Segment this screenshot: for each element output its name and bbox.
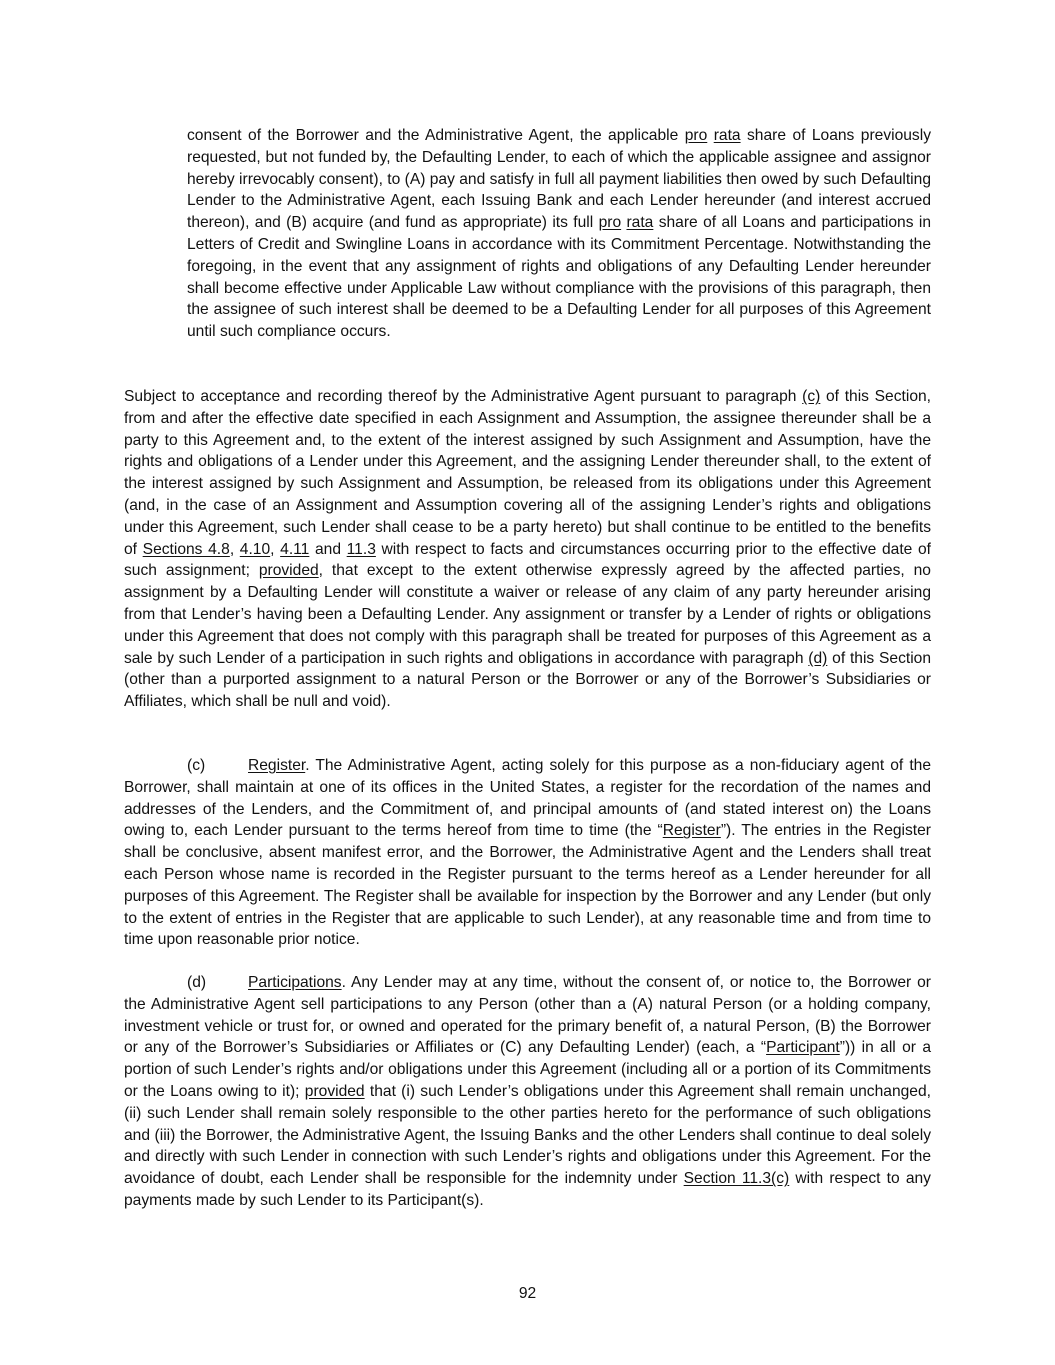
cross-reference: (c) [802, 388, 821, 405]
text-run: , that except to the extent otherwise expressly agreed by the affected parties, no assignment by a Defaulting Lender will constitute a waiver or release of any claim of any party hereunder arising from that Lender’s having been a Defaulting Lender. Any assignment or transfer by a Lender of rights or obligations under this Agreement that does not comply with this paragraph shall be treated for purposes of this Agreement as a sale by such Lender of a participation in such rights and obligations in accordance with paragraph [124, 562, 931, 667]
text-run: , [229, 540, 240, 558]
text-run: . Any Lender may at any time, without the consent of, or notice to, the Borrower or the Administrative Agent sell participations to any Person (other than a (A) natural Person (or a holding company, investment vehicle or trust for, or owned and operated for the primary benefit of, a natural Person, (B) the Borrower or any of the Borrower’s Subsidiaries or Affiliates or (C) any Defaulting Lender) (each, a “ [124, 974, 931, 1057]
underlined-term: rata [713, 127, 741, 144]
cross-reference: 4.11 [280, 540, 310, 558]
page-number: 92 [518, 1285, 537, 1302]
text-run: of this Section (other than a purported assignment to a natural Person or the Borrower or any of the Borrower’s Subsidiaries or Affiliates, which shall be null and void). [124, 649, 932, 711]
text-run: ”)) in all or a portion of such Lender’s rights and/or obligations under this Agreement (including all or a portion of its Commitments or the Loans owing to it); [124, 1039, 931, 1100]
underlined-term: pro [598, 214, 622, 232]
cross-reference: 4.10 [239, 540, 271, 558]
underlined-term: rata [626, 214, 654, 232]
paragraph-register [124, 755, 931, 951]
text-run: with respect to facts and circumstances occurring prior to the effective date of such assignment; [124, 540, 931, 580]
cross-reference: Section 11.3(c) [683, 1170, 790, 1188]
text-run: , [270, 540, 281, 558]
text-run: with respect to any payments made by such Lender to its Participant(s). [124, 1170, 931, 1209]
paragraph-subject-to-acceptance [124, 386, 931, 713]
paragraph-continued-consent [187, 125, 931, 343]
underlined-term: provided [304, 1082, 365, 1100]
cross-reference: Sections 4.8 [142, 540, 230, 558]
defined-term: Register [662, 822, 721, 840]
text-run: Subject to acceptance and recording thereof by the Administrative Agent pursuant to paragraph [124, 388, 803, 405]
defined-term: Participant [766, 1039, 840, 1057]
section-label: (c) [187, 757, 206, 774]
cross-reference: (d) [808, 649, 828, 667]
text-run: that (i) such Lender’s obligations under this Agreement shall remain unchanged, (ii) such Lender shall remain solely responsible to the other parties hereto for the performance of such obligations and (iii) the Borrower, the Administrative Agent, the Issuing Banks and the other Lenders shall continue to deal solely and directly with such Lender in connection with such Lender’s rights and obligations under this Agreement. For the avoidance of doubt, each Lender shall be responsible for the indemnity under [124, 1082, 931, 1188]
cross-reference: 11.3 [346, 540, 376, 558]
text-run: consent of the Borrower and the Administrative Agent, the applicable [187, 127, 685, 144]
underlined-term: provided [258, 562, 319, 580]
underlined-term: pro [684, 127, 708, 144]
text-run: ”). The entries in the Register shall be conclusive, absent manifest error, and the Borrower, the Administrative Agent and the Lenders shall treat each Person whose name is recorded in the Register pursuant to the terms hereof as a Lender hereunder for all purposes of this Agreement. The Register shall be available for inspection by the Borrower and any Lender (but only to the extent of entries in the Register that are applicable to such Lender), at any reasonable time and from time to time upon reasonable prior notice. [124, 822, 931, 949]
text-run: share of all Loans and participations in Letters of Credit and Swingline Loans in accordance with its Commitment Percentage. Notwithstanding the foregoing, in the event that any assignment of rights and obligations of any Defaulting Lender hereunder shall become effective under Applicable Law without compliance with the provisions of this paragraph, then the assignee of such interest shall be deemed to be a Defaulting Lender for all purposes of this Agreement until such compliance occurs. [187, 214, 931, 341]
text-run: of this Section, from and after the effective date specified in each Assignment and Assumption, the assignee thereunder shall be a party to this Agreement and, to the extent of the interest assigned by such Assignment and Assumption, have the rights and obligations of a Lender under this Agreement, and the assigning Lender thereunder shall, to the extent of the interest assigned by such Assignment and Assumption, be released from its obligations under this Agreement (and, in the case of an Assignment and Assumption covering all of the assigning Lender’s rights and obligations under this Agreement, such Lender shall cease to be a party hereto) but shall continue to be entitled to the benefits of [124, 388, 931, 558]
paragraph-participations [124, 972, 931, 1212]
text-run: and [309, 540, 347, 558]
text-run: share of Loans previously requested, but not funded by, the Defaulting Lender, to each of which the applicable assignee and assignor hereby irrevocably consent), to (A) pay and satisfy in full all payment liabilities then owed by such Defaulting Lender to the Administrative Agent, each Issuing Bank and each Lender hereunder (and interest accrued thereon), and (B) acquire (and fund as appropriate) its full [187, 127, 931, 232]
text-run: . The Administrative Agent, acting solely for this purpose as a non-fiduciary agent of the Borrower, shall maintain at one of its offices in the United States, a register for the recordation of the names and addresses of the Lenders, and the Commitment of, and principal amounts of (and stated interest on) the Loans owing to, each Lender pursuant to the terms hereof from time to time (the “ [124, 757, 931, 840]
section-heading: Participations [248, 974, 342, 991]
section-heading: Register [248, 757, 306, 774]
section-label: (d) [187, 974, 207, 991]
